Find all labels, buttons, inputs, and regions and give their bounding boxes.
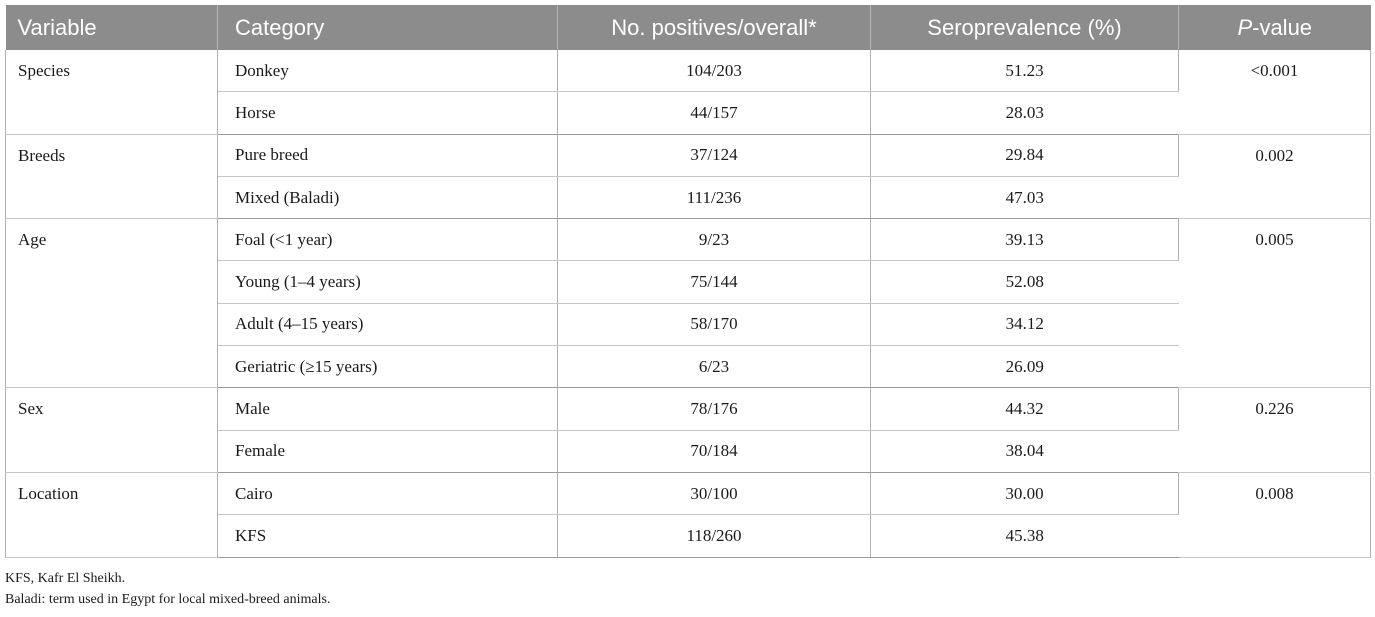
cell-variable: Age bbox=[6, 219, 218, 388]
table-header bbox=[6, 5, 1371, 50]
cell-variable: Breeds bbox=[6, 134, 218, 219]
cell-positives: 44/157 bbox=[558, 92, 871, 134]
header-variable: Variable bbox=[6, 5, 218, 50]
table-footnotes bbox=[5, 568, 330, 610]
cell-seroprevalence: 34.12 bbox=[871, 303, 1179, 345]
table-row bbox=[6, 388, 1371, 430]
cell-positives: 30/100 bbox=[558, 472, 871, 514]
cell-positives: 75/144 bbox=[558, 261, 871, 303]
cell-seroprevalence: 38.04 bbox=[871, 430, 1179, 472]
cell-variable: Species bbox=[6, 50, 218, 134]
cell-positives: 104/203 bbox=[558, 50, 871, 92]
cell-p-value: 0.005 bbox=[1179, 219, 1371, 388]
footnote-baladi: Baladi: term used in Egypt for local mixed-breed animals. bbox=[5, 592, 331, 607]
table-body bbox=[6, 50, 1371, 557]
header-row bbox=[6, 5, 1371, 50]
seroprevalence-table bbox=[5, 5, 1371, 558]
cell-category: Adult (4–15 years) bbox=[218, 303, 558, 345]
cell-p-value: <0.001 bbox=[1179, 50, 1371, 134]
table-row bbox=[6, 219, 1371, 261]
cell-seroprevalence: 30.00 bbox=[871, 472, 1179, 514]
cell-positives: 6/23 bbox=[558, 346, 871, 388]
cell-p-value: 0.008 bbox=[1179, 472, 1371, 557]
cell-seroprevalence: 28.03 bbox=[871, 92, 1179, 134]
cell-p-value: 0.002 bbox=[1179, 134, 1371, 219]
cell-category: Young (1–4 years) bbox=[218, 261, 558, 303]
header-category: Category bbox=[218, 5, 558, 50]
cell-category: Donkey bbox=[218, 50, 558, 92]
cell-positives: 58/170 bbox=[558, 303, 871, 345]
cell-seroprevalence: 26.09 bbox=[871, 346, 1179, 388]
cell-seroprevalence: 47.03 bbox=[871, 176, 1179, 218]
cell-p-value: 0.226 bbox=[1179, 388, 1371, 473]
header-positives: No. positives/overall* bbox=[558, 5, 871, 50]
cell-positives: 111/236 bbox=[558, 176, 871, 218]
table-row bbox=[6, 134, 1371, 176]
cell-category: Foal (<1 year) bbox=[218, 219, 558, 261]
cell-positives: 118/260 bbox=[558, 515, 871, 557]
cell-seroprevalence: 52.08 bbox=[871, 261, 1179, 303]
header-seroprevalence: Seroprevalence (%) bbox=[871, 5, 1179, 50]
cell-variable: Sex bbox=[6, 388, 218, 473]
cell-category: KFS bbox=[218, 515, 558, 557]
cell-category: Male bbox=[218, 388, 558, 430]
header-p-rest: -value bbox=[1252, 14, 1313, 40]
cell-positives: 70/184 bbox=[558, 430, 871, 472]
cell-seroprevalence: 44.32 bbox=[871, 388, 1179, 430]
cell-positives: 78/176 bbox=[558, 388, 871, 430]
cell-variable: Location bbox=[6, 472, 218, 557]
cell-category: Cairo bbox=[218, 472, 558, 514]
footnote-kfs: KFS, Kafr El Sheikh. bbox=[5, 571, 126, 586]
table-row bbox=[6, 472, 1371, 514]
cell-positives: 37/124 bbox=[558, 134, 871, 176]
cell-category: Geriatric (≥15 years) bbox=[218, 346, 558, 388]
header-p-value bbox=[1179, 5, 1371, 50]
cell-category: Mixed (Baladi) bbox=[218, 176, 558, 218]
table-row bbox=[6, 50, 1371, 92]
cell-positives: 9/23 bbox=[558, 219, 871, 261]
cell-category: Horse bbox=[218, 92, 558, 134]
cell-seroprevalence: 29.84 bbox=[871, 134, 1179, 176]
cell-seroprevalence: 45.38 bbox=[871, 515, 1179, 557]
cell-category: Female bbox=[218, 430, 558, 472]
header-p-italic: P bbox=[1237, 14, 1253, 40]
cell-seroprevalence: 39.13 bbox=[871, 219, 1179, 261]
cell-seroprevalence: 51.23 bbox=[871, 50, 1179, 92]
cell-category: Pure breed bbox=[218, 134, 558, 176]
